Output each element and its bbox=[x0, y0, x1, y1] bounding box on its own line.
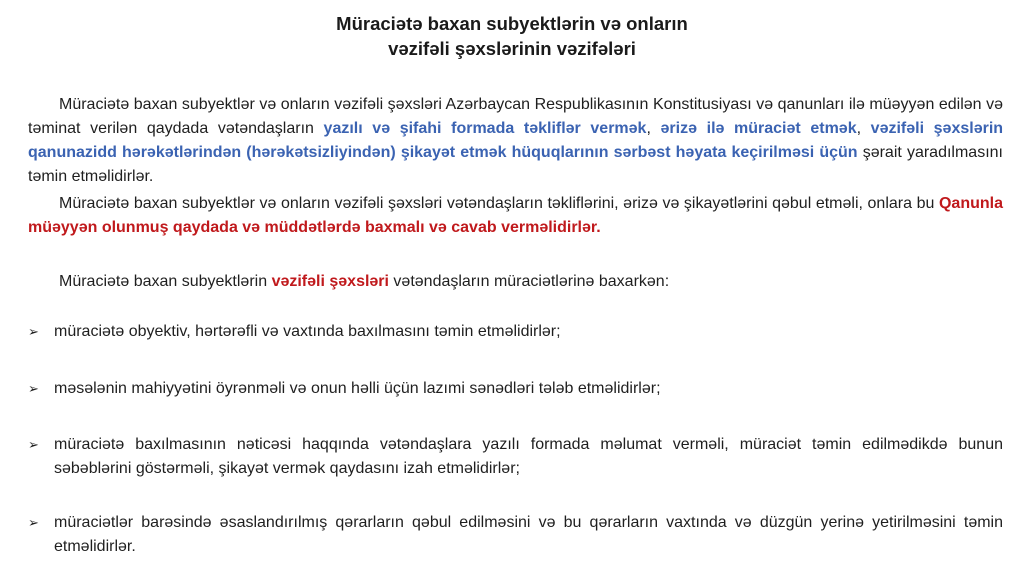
list-item bbox=[28, 320, 1003, 344]
separator: , bbox=[646, 120, 661, 137]
arrow-bullet-icon: ➢ bbox=[28, 437, 39, 452]
highlight-law-procedure: Qanunla müəyyən olunmuş qaydada və müddətlərdə baxmalı və cavab verməlidirlər. bbox=[28, 195, 1003, 236]
highlight-complaint-rights: vəzifəli şəxslərin qanunazidd hərəkətlərindən (hərəkətsizliyindən) şikayət etmək hüquqlarının sərbəst həyata keçirilməsi üçün bbox=[28, 120, 1004, 161]
arrow-bullet-icon: ➢ bbox=[28, 381, 39, 396]
arrow-bullet-icon: ➢ bbox=[28, 324, 39, 339]
paragraph-text: Müraciətə baxan subyektlərin bbox=[59, 273, 272, 290]
slide-title-line-2: vəzifəli şəxslərinin vəzifələri bbox=[388, 38, 636, 59]
list-item bbox=[28, 433, 1003, 481]
arrow-bullet-icon: ➢ bbox=[28, 515, 39, 530]
list-item-text: müraciətə baxılmasının nəticəsi haqqında vətəndaşlara yazılı formada məlumat verməli, müraciət təmin edilmədikdə bunun səbəblərini göstərməli, şikayət vermək qaydasını izah etməlidirlər; bbox=[54, 436, 1003, 477]
paragraph-rights bbox=[28, 93, 1003, 189]
highlight-written-oral-proposals: yazılı və şifahi formada təkliflər vermək bbox=[323, 120, 647, 137]
list-item bbox=[28, 377, 1003, 401]
paragraph-text: vətəndaşların müraciətlərinə baxarkən: bbox=[388, 273, 670, 290]
paragraph-officials-intro bbox=[28, 270, 1003, 294]
list-item-text: məsələnin mahiyyətini öyrənməli və onun həlli üçün lazımi sənədləri tələb etməlidirlər; bbox=[54, 380, 661, 397]
paragraph-text: Müraciətə baxan subyektlər və onların vəzifəli şəxsləri Azərbaycan Respublikasının Konstitusiyası və qanunları ilə müəyyən edilən və təminat verilən qaydada vətəndaşların bbox=[28, 96, 1003, 137]
paragraph-text: şərait yaradılmasını təmin etməlidirlər. bbox=[28, 144, 1003, 185]
list-item bbox=[28, 511, 1003, 559]
highlight-officials: vəzifəli şəxsləri bbox=[271, 273, 389, 290]
list-item-text: müraciətə obyektiv, hərtərəfli və vaxtında baxılmasını təmin etməlidirlər; bbox=[54, 323, 561, 340]
highlight-application: ərizə ilə müraciət etmək bbox=[660, 120, 857, 137]
list-item-text: müraciətlər barəsində əsaslandırılmış qərarların qəbul edilməsini və bu qərarların vaxtında və düzgün yerinə yetirilməsini təmin etməlidirlər. bbox=[54, 514, 1003, 555]
separator: , bbox=[856, 120, 871, 137]
slide-title-line-1: Müraciətə baxan subyektlərin və onların bbox=[336, 13, 688, 34]
paragraph-obligations bbox=[28, 192, 1003, 240]
paragraph-text: Müraciətə baxan subyektlər və onların vəzifəli şəxsləri vətəndaşların təkliflərini, ərizə və şikayətlərini qəbul etməli, onlara bu bbox=[59, 195, 939, 212]
